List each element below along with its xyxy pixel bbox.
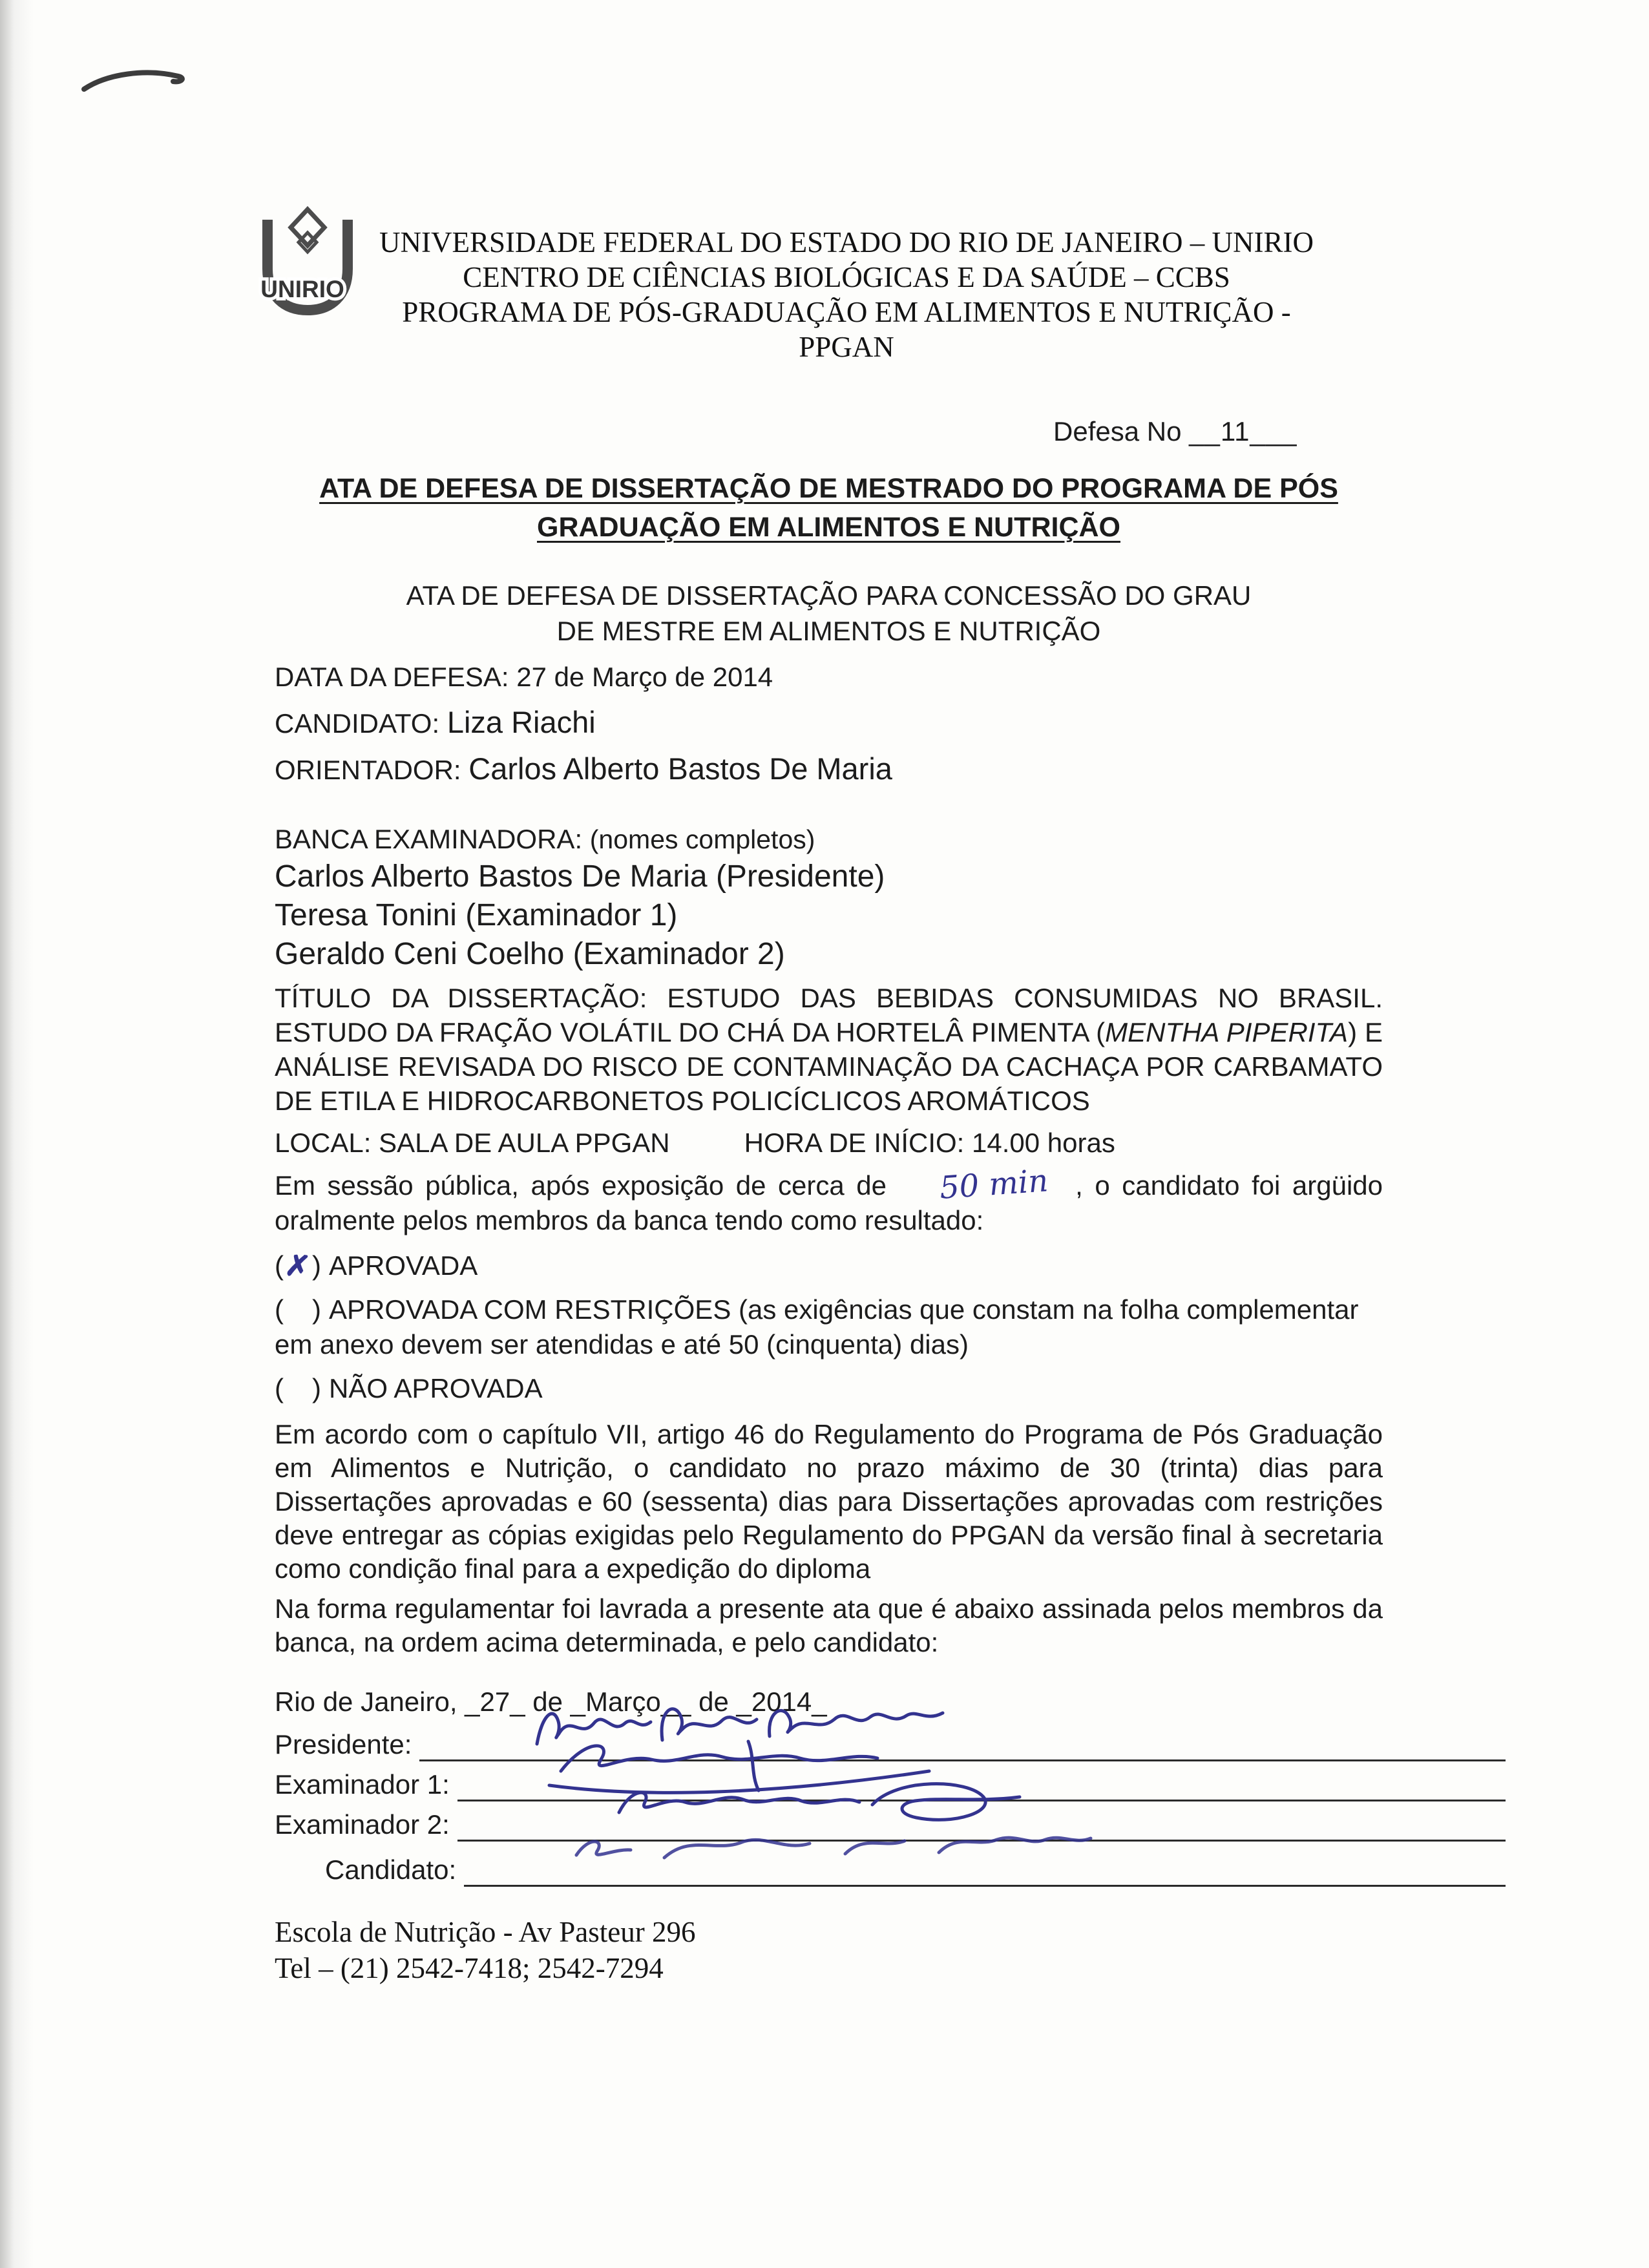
field-orientador-value: Carlos Alberto Bastos De Maria bbox=[468, 751, 892, 786]
field-orientador bbox=[275, 751, 1383, 788]
signature-label-candidato: Candidato: bbox=[325, 1854, 457, 1885]
footer-address-block bbox=[275, 1914, 1383, 1986]
footer-address: Escola de Nutrição - Av Pasteur 296 bbox=[275, 1916, 696, 1948]
date-line: Rio de Janeiro, _27_ de _Março__ de _2014_ bbox=[275, 1686, 827, 1717]
header-line-center: CENTRO DE CIÊNCIAS BIOLÓGICAS E DA SAÚDE – CCBS bbox=[463, 261, 1230, 293]
scan-edge-shadow bbox=[0, 0, 34, 2268]
banca-examinadora-heading bbox=[275, 823, 1383, 856]
defesa-number bbox=[1053, 416, 1383, 447]
empty-check-space bbox=[284, 1318, 312, 1321]
handwritten-check-mark: ✗ bbox=[283, 1247, 313, 1285]
signature-line-examinador-1 bbox=[457, 1761, 1506, 1801]
header-line-program: PROGRAMA DE PÓS-GRADUAÇÃO EM ALIMENTOS E NUTRIÇÃO - PPGAN bbox=[402, 296, 1291, 363]
regulation-paragraph: Em acordo com o capítulo VII, artigo 46 do Regulamento do Programa de Pós Graduação em Alimentos e Nutrição, o candidato no prazo máximo de 30 (trinta) dias para Dissertações aprovadas e 60 (sessenta) dias para Dissertações aprovadas com restrições deve entregar as cópias exigidas pelo Regulamento do PPGAN da versão final à secretaria como condição final para a expedição do diploma bbox=[275, 1419, 1383, 1584]
signature-line-examinador-2 bbox=[457, 1801, 1506, 1842]
banca-member-examinador-1: Teresa Tonini (Examinador 1) bbox=[275, 898, 678, 932]
dissertation-title-italic: MENTHA PIPERITA bbox=[1105, 1017, 1349, 1047]
paren-close: ) bbox=[312, 1373, 321, 1403]
result-option-nao-aprovada-label: NÃO APROVADA bbox=[329, 1373, 543, 1403]
paren-open: ( bbox=[275, 1373, 284, 1403]
banca-examinadora-note: (nomes completos) bbox=[589, 824, 815, 854]
unirio-logo-text: UNIRIO bbox=[260, 276, 344, 302]
field-candidato bbox=[275, 704, 1383, 742]
field-candidato-value: Liza Riachi bbox=[446, 705, 596, 739]
result-option-aprovada bbox=[275, 1247, 1383, 1283]
local-label: LOCAL: SALA DE AULA PPGAN bbox=[275, 1128, 670, 1158]
signature-row-presidente bbox=[275, 1723, 1506, 1761]
handwritten-duration: 50 min bbox=[938, 1162, 1049, 1206]
dissertation-title-paragraph bbox=[275, 981, 1383, 1118]
dissertation-title-part2: ) E ANÁLISE REVISADA DO RISCO DE CONTAMINAÇÃO DA CACHAÇA POR CARBAMATO DE ETILA E HIDROCARBONETOS POLICÍCLICOS AROMÁTICOS bbox=[275, 1017, 1383, 1116]
paren-open: ( bbox=[275, 1250, 284, 1281]
result-option-nao-aprovada bbox=[275, 1371, 1383, 1406]
banca-member-presidente: Carlos Alberto Bastos De Maria (Presidente) bbox=[275, 859, 885, 894]
hora-inicio-label: HORA DE INÍCIO: 14.00 horas bbox=[744, 1128, 1115, 1158]
field-candidato-label: CANDIDATO: bbox=[275, 708, 440, 739]
local-hora-row bbox=[275, 1127, 1383, 1159]
field-data-defesa bbox=[275, 659, 1383, 695]
field-data-defesa-value: 27 de Março de 2014 bbox=[516, 662, 773, 692]
signature-line-presidente bbox=[419, 1721, 1506, 1761]
closing-paragraph: Na forma regulamentar foi lavrada a presente ata que é abaixo assinada pelos membros da banca, na ordem acima determinada, e pelo candidato: bbox=[275, 1593, 1383, 1657]
signature-label-examinador-2: Examinador 2: bbox=[275, 1809, 450, 1840]
document-content bbox=[275, 0, 1383, 1986]
result-option-aprovada-com-restricoes bbox=[275, 1292, 1383, 1362]
signature-row-candidato bbox=[325, 1848, 1506, 1887]
field-orientador-label: ORIENTADOR: bbox=[275, 755, 461, 785]
document-title: ATA DE DEFESA DE DISSERTAÇÃO DE MESTRADO DO PROGRAMA DE PÓS GRADUAÇÃO EM ALIMENTOS E NUTRIÇÃO bbox=[319, 473, 1338, 543]
paren-open: ( bbox=[275, 1294, 284, 1325]
banca-examinadora-label: BANCA EXAMINADORA: bbox=[275, 824, 583, 854]
signature-line-candidato bbox=[464, 1846, 1506, 1887]
banca-member-examinador-2: Geraldo Ceni Coelho (Examinador 2) bbox=[275, 937, 785, 971]
result-option-aprovada-com-restricoes-label: APROVADA COM RESTRIÇÕES (as exigências que constam na folha complementar em anexo devem ser atendidas e até 50 (cinquenta) dias) bbox=[275, 1294, 1359, 1360]
university-header bbox=[359, 225, 1334, 364]
paren-close: ) bbox=[312, 1294, 321, 1325]
field-data-defesa-label: DATA DA DEFESA: bbox=[275, 662, 509, 692]
document-subtitle: ATA DE DEFESA DE DISSERTAÇÃO PARA CONCESSÃO DO GRAU DE MESTRE EM ALIMENTOS E NUTRIÇÃO bbox=[406, 580, 1252, 646]
empty-check-space bbox=[284, 1397, 312, 1400]
header-line-university: UNIVERSIDADE FEDERAL DO ESTADO DO RIO DE JANEIRO – UNIRIO bbox=[379, 226, 1314, 258]
scan-artifact-stroke bbox=[79, 66, 202, 100]
footer-phone: Tel – (21) 2542-7418; 2542-7294 bbox=[275, 1952, 664, 1984]
sessao-text-before: Em sessão pública, após exposição de cerca de bbox=[275, 1170, 887, 1201]
sessao-paragraph bbox=[275, 1162, 1383, 1238]
signature-label-presidente: Presidente: bbox=[275, 1729, 412, 1759]
signature-label-examinador-1: Examinador 1: bbox=[275, 1769, 450, 1800]
defesa-number-value: __11___ bbox=[1189, 416, 1297, 446]
result-option-aprovada-label: APROVADA bbox=[329, 1250, 478, 1281]
signature-row-examinador-2 bbox=[275, 1803, 1506, 1842]
signature-row-examinador-1 bbox=[275, 1763, 1506, 1801]
paren-close: ) bbox=[312, 1250, 321, 1281]
defesa-number-label: Defesa No bbox=[1053, 416, 1182, 446]
sessao-text-after: , o candidato foi argüido oralmente pelos membros da banca tendo como resultado: bbox=[275, 1170, 1383, 1235]
dissertation-title-part1: TÍTULO DA DISSERTAÇÃO: ESTUDO DAS BEBIDAS CONSUMIDAS NO BRASIL. ESTUDO DA FRAÇÃO VOLÁTIL DO CHÁ DA HORTELÂ PIMENTA ( bbox=[275, 983, 1383, 1047]
